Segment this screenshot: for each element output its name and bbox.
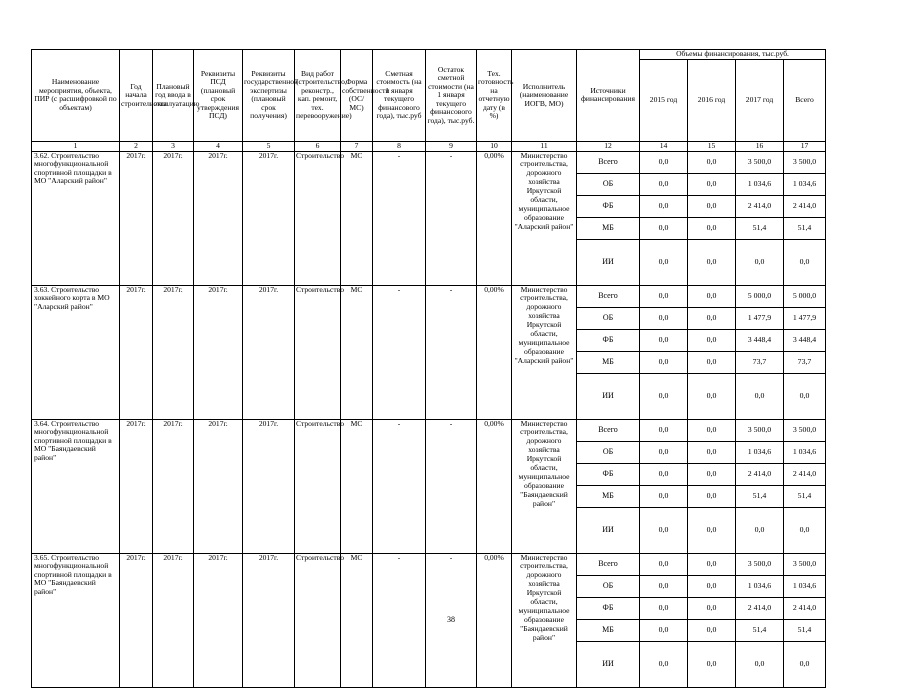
value-2016: 0,0 [688,485,736,507]
column-number: 8 [373,141,426,151]
financing-table [31,49,826,688]
value-2016: 0,0 [688,575,736,597]
value-2016: 0,0 [688,641,736,687]
table-row [32,553,826,575]
funding-source: ИИ [577,373,640,419]
value-2015: 0,0 [640,619,688,641]
value-2016: 0,0 [688,329,736,351]
value-total: 2 414,0 [784,463,826,485]
column-number: 1 [32,141,120,151]
column-number: 10 [477,141,512,151]
work-type: Строительство [295,285,341,419]
estimate: - [373,151,426,285]
psd: 2017г. [194,553,243,687]
readiness: 0,00% [477,419,512,553]
value-2015: 0,0 [640,485,688,507]
plan-year: 2017г. [153,419,194,553]
header-expertise: Реквизиты государственной экспертизы (плановый срок получения) [243,50,295,142]
value-2016: 0,0 [688,507,736,553]
value-2017: 51,4 [736,217,784,239]
value-2017: 0,0 [736,373,784,419]
psd: 2017г. [194,285,243,419]
ownership: МС [341,419,373,553]
column-number: 6 [295,141,341,151]
column-number: 17 [784,141,826,151]
table-body [32,151,826,687]
value-total: 2 414,0 [784,597,826,619]
remaining: - [426,151,477,285]
value-2016: 0,0 [688,619,736,641]
value-2017: 1 034,6 [736,441,784,463]
value-total: 51,4 [784,217,826,239]
value-2015: 0,0 [640,597,688,619]
column-number: 11 [512,141,577,151]
value-2015: 0,0 [640,239,688,285]
project-name: 3.65. Строительство многофункциональной спортивной площадки в МО "Баяндаевский район" [32,553,120,687]
value-2017: 3 500,0 [736,553,784,575]
funding-source: ФБ [577,597,640,619]
expertise: 2017г. [243,151,295,285]
ownership: МС [341,553,373,687]
value-2016: 0,0 [688,419,736,441]
expertise: 2017г. [243,419,295,553]
header-executor: Исполнитель (наименование ИОГВ, МО) [512,50,577,142]
header-y2015: 2015 год [640,59,688,141]
year-start: 2017г. [120,553,153,687]
value-2016: 0,0 [688,463,736,485]
value-total: 1 034,6 [784,441,826,463]
ownership: МС [341,151,373,285]
readiness: 0,00% [477,553,512,687]
column-number: 3 [153,141,194,151]
header-funding-group: Объемы финансирования, тыс.руб. [640,50,826,60]
table-row [32,151,826,173]
value-2016: 0,0 [688,351,736,373]
header-psd: Реквизиты ПСД (плановый срок утверждения ПСД) [194,50,243,142]
remaining: - [426,553,477,687]
executor: Министерство строительства, дорожного хозяйства Иркутской области, муниципальное образование "Баяндаевский район" [512,553,577,687]
header-sources: Источники финансирования [577,50,640,142]
value-total: 1 034,6 [784,575,826,597]
value-2015: 0,0 [640,575,688,597]
value-total: 1 034,6 [784,173,826,195]
value-total: 0,0 [784,239,826,285]
funding-source: МБ [577,217,640,239]
remaining: - [426,285,477,419]
project-name: 3.64. Строительство многофункциональной спортивной площадки в МО "Баяндаевский район" [32,419,120,553]
value-2015: 0,0 [640,463,688,485]
value-2017: 3 448,4 [736,329,784,351]
column-number: 2 [120,141,153,151]
funding-source: ФБ [577,329,640,351]
value-2015: 0,0 [640,419,688,441]
value-2015: 0,0 [640,441,688,463]
funding-source: МБ [577,351,640,373]
remaining: - [426,419,477,553]
estimate: - [373,419,426,553]
value-total: 3 500,0 [784,553,826,575]
value-total: 3 500,0 [784,151,826,173]
funding-source: МБ [577,485,640,507]
funding-source: Всего [577,419,640,441]
header-work-type: Вид работ (строительство, реконстр., кап. ремонт, тех. перевооружение) [295,50,341,142]
value-2016: 0,0 [688,553,736,575]
value-2017: 0,0 [736,641,784,687]
value-2015: 0,0 [640,507,688,553]
value-total: 73,7 [784,351,826,373]
value-2015: 0,0 [640,641,688,687]
ownership: МС [341,285,373,419]
column-number: 14 [640,141,688,151]
psd: 2017г. [194,419,243,553]
work-type: Строительство [295,151,341,285]
value-total: 3 448,4 [784,329,826,351]
estimate: - [373,553,426,687]
value-2016: 0,0 [688,239,736,285]
table-row [32,419,826,441]
value-2017: 0,0 [736,507,784,553]
expertise: 2017г. [243,285,295,419]
value-2017: 73,7 [736,351,784,373]
column-number: 4 [194,141,243,151]
project-name: 3.63. Строительство хоккейного корта в МО "Аларский район" [32,285,120,419]
value-2015: 0,0 [640,195,688,217]
header-readiness: Тех. готовность на отчетную дату (в %) [477,50,512,142]
funding-source: МБ [577,619,640,641]
value-2015: 0,0 [640,285,688,307]
value-total: 2 414,0 [784,195,826,217]
header-name: Наименование мероприятия, объекта, ПИР (с расшифровкой по объектам) [32,50,120,142]
header-y2016: 2016 год [688,59,736,141]
value-2015: 0,0 [640,307,688,329]
value-2015: 0,0 [640,217,688,239]
value-2017: 5 000,0 [736,285,784,307]
value-total: 3 500,0 [784,419,826,441]
value-total: 5 000,0 [784,285,826,307]
value-2017: 51,4 [736,485,784,507]
value-2017: 3 500,0 [736,419,784,441]
estimate: - [373,285,426,419]
value-total: 0,0 [784,641,826,687]
year-start: 2017г. [120,419,153,553]
plan-year: 2017г. [153,553,194,687]
year-start: 2017г. [120,285,153,419]
value-2016: 0,0 [688,195,736,217]
page-number: 38 [447,615,455,624]
header-estimate: Сметная стоимость (на 1 января текущего финансового года), тыс.руб [373,50,426,142]
header-year-start: Год начала строительства [120,50,153,142]
value-2016: 0,0 [688,173,736,195]
funding-source: ОБ [577,173,640,195]
value-2016: 0,0 [688,307,736,329]
value-2017: 1 034,6 [736,575,784,597]
funding-source: ОБ [577,441,640,463]
expertise: 2017г. [243,553,295,687]
readiness: 0,00% [477,151,512,285]
value-total: 0,0 [784,373,826,419]
value-total: 51,4 [784,485,826,507]
value-total: 51,4 [784,619,826,641]
value-2016: 0,0 [688,441,736,463]
value-2017: 51,4 [736,619,784,641]
executor: Министерство строительства, дорожного хозяйства Иркутской области, муниципальное образование "Аларский район" [512,151,577,285]
value-2017: 3 500,0 [736,151,784,173]
year-start: 2017г. [120,151,153,285]
funding-source: ОБ [577,575,640,597]
readiness: 0,00% [477,285,512,419]
funding-source: ОБ [577,307,640,329]
table-header [32,50,826,152]
table-row [32,285,826,307]
column-number: 12 [577,141,640,151]
column-number: 5 [243,141,295,151]
value-2015: 0,0 [640,373,688,419]
funding-source: ФБ [577,195,640,217]
funding-source: Всего [577,553,640,575]
column-number: 9 [426,141,477,151]
column-number: 16 [736,141,784,151]
value-2015: 0,0 [640,329,688,351]
work-type: Строительство [295,553,341,687]
column-number: 7 [341,141,373,151]
value-2017: 1 034,6 [736,173,784,195]
plan-year: 2017г. [153,151,194,285]
value-2016: 0,0 [688,373,736,419]
value-2017: 2 414,0 [736,195,784,217]
funding-source: ИИ [577,641,640,687]
value-2015: 0,0 [640,553,688,575]
header-total: Всего [784,59,826,141]
value-2016: 0,0 [688,217,736,239]
header-remaining: Остаток сметной стоимости (на 1 января текущего финансового года), тыс.руб. [426,50,477,142]
value-2017: 2 414,0 [736,463,784,485]
funding-source: Всего [577,151,640,173]
column-number: 15 [688,141,736,151]
funding-source: Всего [577,285,640,307]
header-y2017: 2017 год [736,59,784,141]
project-name: 3.62. Строительство многофункциональной спортивной площадки в МО "Аларский район" [32,151,120,285]
value-2017: 0,0 [736,239,784,285]
work-type: Строительство [295,419,341,553]
value-2016: 0,0 [688,597,736,619]
funding-source: ИИ [577,507,640,553]
value-total: 1 477,9 [784,307,826,329]
column-number-row [32,141,826,151]
executor: Министерство строительства, дорожного хозяйства Иркутской области, муниципальное образование "Аларский район" [512,285,577,419]
header-plan-year: Плановый год ввода в эксплуатацию [153,50,194,142]
funding-source: ФБ [577,463,640,485]
funding-source: ИИ [577,239,640,285]
value-total: 0,0 [784,507,826,553]
header-ownership: Форма собственности (ОС/МС) [341,50,373,142]
psd: 2017г. [194,151,243,285]
value-2017: 2 414,0 [736,597,784,619]
value-2016: 0,0 [688,151,736,173]
value-2017: 1 477,9 [736,307,784,329]
value-2015: 0,0 [640,351,688,373]
value-2015: 0,0 [640,151,688,173]
value-2015: 0,0 [640,173,688,195]
executor: Министерство строительства, дорожного хозяйства Иркутской области, муниципальное образование "Баяндаевский район" [512,419,577,553]
value-2016: 0,0 [688,285,736,307]
plan-year: 2017г. [153,285,194,419]
